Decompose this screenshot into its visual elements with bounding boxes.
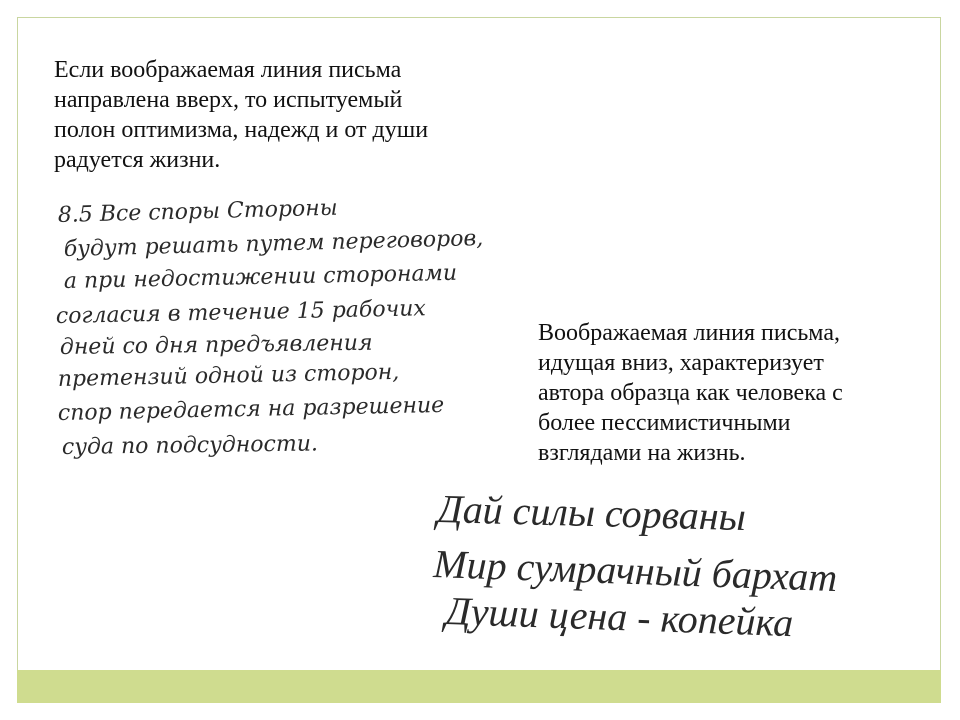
text-line: автора образца как человека с [538,380,843,406]
downward-line-description [538,318,928,468]
handwriting-line: Души цена - копейка [444,588,795,646]
handwriting-line: будут решать путем переговоров, [63,226,484,262]
handwriting-line: а при недостижении сторонами [63,260,458,294]
handwriting-sample-upward [48,192,518,472]
handwriting-line: Мир сумрачный бархат [432,541,839,601]
handwriting-line: претензий одной из сторон, [57,359,400,392]
upward-line-description [54,55,524,175]
handwriting-line: Дай силы сорваны [436,486,747,540]
handwriting-line: спор передается на разрешение [57,392,445,426]
text-line: Если воображаемая линия письма [54,57,402,83]
text-line: более пессимистичными [538,410,791,436]
handwriting-line: 8.5 Все споры Стороны [57,195,338,228]
text-line: полон оптимизма, надежд и от души [54,117,429,143]
handwriting-line: дней со дня предъявления [59,330,373,360]
bottom-accent-bar [17,670,941,703]
handwriting-line: суда по подсудности. [61,431,319,460]
text-line: идущая вниз, характеризует [538,350,824,376]
text-line: Воображаемая линия письма, [538,320,840,346]
handwriting-sample-downward [425,472,945,652]
handwriting-line: согласия в течение 15 рабочих [55,296,427,329]
text-line: направлена вверх, то испытуемый [54,87,403,113]
text-line: радуется жизни. [54,147,221,173]
handwriting-sample-upward-svg [48,192,518,472]
handwriting-sample-downward-svg [425,472,945,652]
text-line: взглядами на жизнь. [538,440,746,466]
